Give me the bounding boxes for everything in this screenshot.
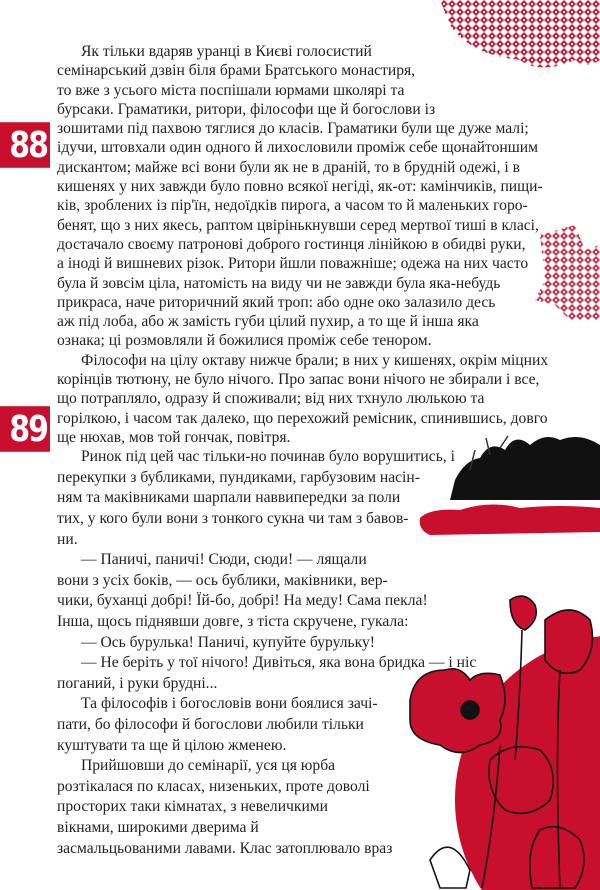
embroidered-bird-ornament [535, 225, 600, 320]
text-line: достачало своєму патронові доброго гостинця лінійкою в обидві руки, [57, 235, 526, 253]
paragraph [57, 633, 497, 654]
text-line: горілкою, і часом так далеко, що перехожий ремісник, спинившись, довго [57, 409, 548, 427]
text-line: просторих таки кімнатах, з невеличкими [57, 798, 329, 816]
text-line: — Не беріть у тої нічого! Дивіться, яка вона бридка — і ніс [81, 654, 477, 672]
text-line: чики, буханці добрі! Їй-бо, добрі! На меду! Сама пекла! [57, 592, 428, 610]
paragraph [57, 447, 497, 550]
text-line: Філософи на цілу октаву нижче брали; в них у кишенях, окрім міцних [81, 351, 549, 369]
text-line: ни. [57, 530, 78, 548]
paragraph [57, 653, 497, 694]
text-line: була й зовсім ціла, натомість на виду чи не завжди була яка-небудь [57, 274, 501, 292]
text-line: корінців тютюну, не було нічого. Про запас вони нічого не збирали і все, [57, 371, 540, 389]
text-line: розтікалася по класах, низеньких, проте доволі [57, 777, 370, 795]
text-line: зошитами під пахвою тяглися до класів. Граматики були ще дуже малі; [57, 120, 529, 138]
text-line: пати, бо філософи й богослови любили тільки [57, 715, 364, 733]
text-line: Як тільки вдаряв уранці в Києві голосистий [81, 43, 372, 60]
text-line: ідучи, штовхали один одного й лихословили проміж себе щонайтоншим [57, 139, 538, 157]
text-line: то вже з усього міста поспішали юрмами школярі та [57, 81, 405, 99]
text-line: перекупки з бубликами, пундиками, гарбузовим насін- [57, 468, 420, 486]
text-line: бурсаки. Граматики, ритори, філософи ще й богослови із [57, 100, 436, 118]
text-line: тих, у кого були вони з тонкого сукна чи там з бавов- [57, 510, 409, 528]
text-line: ознака; ці розмовляли й божилися проміж себе тенором. [57, 332, 432, 350]
text-line: засмальцьованими лавами. Клас затоплювало враз [57, 839, 393, 857]
paragraph [57, 694, 497, 756]
text-line: бенят, що з них якесь, раптом цвірінькнувши серед мертвої тиші в класі, [57, 216, 539, 234]
text-line: дискантом; майже всі вони були як не в драній, то в брудній одежі, і в [57, 158, 520, 176]
text-line: поганий, і руки брудні... [57, 674, 218, 692]
page-number-right: 89 [0, 406, 50, 452]
text-line: Інша, щось піднявши довге, з тіста скручене, гукала: [57, 612, 409, 630]
text-line: Та філософів і богословів вони боялися зачі- [81, 695, 378, 713]
text-line: вікнами, широкими дверима й [57, 818, 259, 836]
text-line: — Паничі, паничі! Сюди, сюди! — лящали [81, 551, 367, 569]
paragraph [57, 351, 549, 447]
text-line: Прийшовши до семінарії, уся ця юрба [81, 757, 336, 775]
page-number-left: 88 [0, 122, 50, 168]
text-line: аж під лоба, або ж замість губи цілий пухир, а то ще й інша яка [57, 313, 479, 331]
paragraph [57, 756, 497, 859]
text-line: ще нюхав, мов той гончак, повітря. [57, 428, 291, 446]
text-line: ків, зроблених із пір'їн, недоїдків пирога, а часом то й маленьких горо- [57, 197, 528, 215]
paragraph [57, 550, 497, 632]
text-line: — Ось бурулька! Паничі, купуйте бурульку! [81, 633, 375, 651]
text-line: кишенях у них завжди було повно всякої негіді, як-от: камінчиків, пищи- [57, 178, 543, 196]
text-line: прикраса, наче риторичний який троп: або одне око залазило десь [57, 293, 496, 311]
paragraph [57, 42, 543, 351]
text-line: семінарський дзвін біля брами Братського монастиря, [57, 62, 416, 80]
text-line: Ринок під цей час тільки-но починав було ворушитись, і [81, 448, 455, 466]
text-line: куштувати та ще й цілою жменею. [57, 736, 287, 754]
text-line: що потрапляло, одразу й споживали; від них тхнуло люлькою та [57, 390, 485, 408]
text-line: ням та маківниками шарпали наввипередки за поли [57, 489, 401, 507]
text-line: вони з усіх боків, — ось бублики, маківники, вер- [57, 571, 388, 589]
body-text [57, 42, 549, 859]
text-line: а іноді й вишневих різок. Ритори йшли поважніше; одежа на них часто [57, 255, 529, 273]
